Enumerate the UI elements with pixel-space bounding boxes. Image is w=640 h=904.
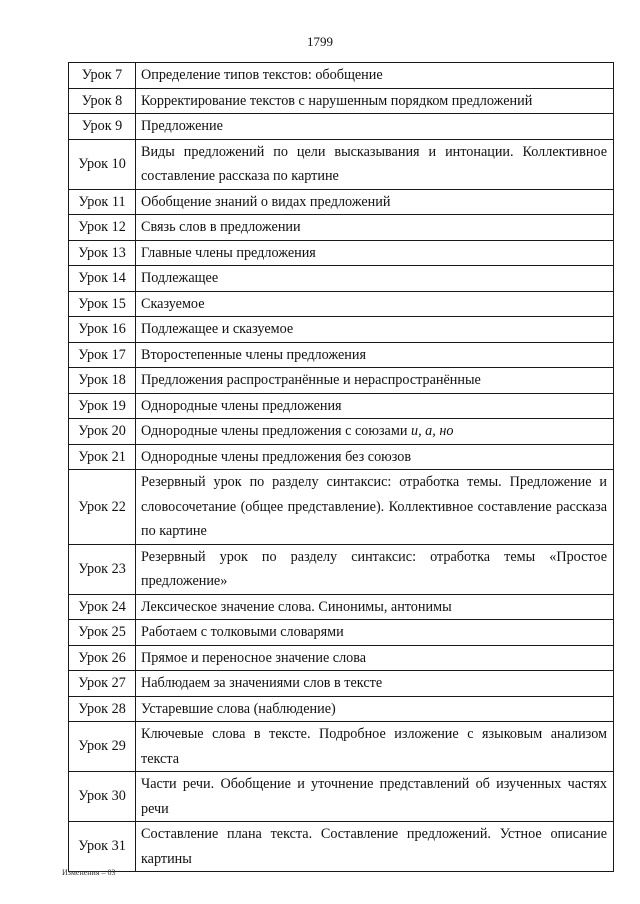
table-row xyxy=(69,88,614,114)
lesson-topic: Главные члены предложения xyxy=(136,240,614,266)
lesson-topic: Связь слов в предложении xyxy=(136,215,614,241)
lesson-topic: Однородные члены предложения без союзов xyxy=(136,444,614,470)
lesson-topic: Резервный урок по разделу синтаксис: отработка темы. Предложение и словосочетание (общее представление). Коллективное составление рассказа по картине xyxy=(136,470,614,545)
table-row xyxy=(69,317,614,343)
lesson-plan-table xyxy=(68,62,614,872)
lesson-topic-italic: и, а, но xyxy=(410,423,454,439)
lesson-number: Урок 9 xyxy=(69,114,136,140)
lesson-number: Урок 12 xyxy=(69,215,136,241)
lesson-number: Урок 19 xyxy=(69,393,136,419)
table-row xyxy=(69,240,614,266)
table-row xyxy=(69,419,614,445)
lesson-number: Урок 21 xyxy=(69,444,136,470)
lesson-topic: Лексическое значение слова. Синонимы, антонимы xyxy=(136,594,614,620)
table-row xyxy=(69,291,614,317)
table-row xyxy=(69,772,614,822)
table-row xyxy=(69,368,614,394)
lesson-number: Урок 30 xyxy=(69,772,136,822)
lesson-topic: Определение типов текстов: обобщение xyxy=(136,63,614,89)
table-row xyxy=(69,544,614,594)
table-row xyxy=(69,671,614,697)
lesson-number: Урок 31 xyxy=(69,822,136,872)
table-row xyxy=(69,189,614,215)
table-row xyxy=(69,822,614,872)
lesson-topic: Корректирование текстов с нарушенным порядком предложений xyxy=(136,88,614,114)
lesson-number: Урок 7 xyxy=(69,63,136,89)
lesson-topic: Устаревшие слова (наблюдение) xyxy=(136,696,614,722)
lesson-number: Урок 17 xyxy=(69,342,136,368)
lesson-number: Урок 8 xyxy=(69,88,136,114)
lesson-number: Урок 25 xyxy=(69,620,136,646)
table-row xyxy=(69,114,614,140)
lesson-number: Урок 27 xyxy=(69,671,136,697)
lesson-topic: Подлежащее xyxy=(136,266,614,292)
table-row xyxy=(69,342,614,368)
lesson-number: Урок 18 xyxy=(69,368,136,394)
table-row xyxy=(69,266,614,292)
footer-revision-note: Изменения – 03 xyxy=(62,868,116,877)
table-row xyxy=(69,696,614,722)
lesson-topic: Второстепенные члены предложения xyxy=(136,342,614,368)
lesson-number: Урок 28 xyxy=(69,696,136,722)
lesson-number: Урок 23 xyxy=(69,544,136,594)
table-row xyxy=(69,444,614,470)
lesson-topic: Прямое и переносное значение слова xyxy=(136,645,614,671)
lesson-number: Урок 10 xyxy=(69,139,136,189)
lesson-number: Урок 11 xyxy=(69,189,136,215)
lesson-number: Урок 14 xyxy=(69,266,136,292)
lesson-number: Урок 26 xyxy=(69,645,136,671)
table-row xyxy=(69,620,614,646)
lesson-number: Урок 16 xyxy=(69,317,136,343)
table-row xyxy=(69,645,614,671)
lesson-number: Урок 20 xyxy=(69,419,136,445)
lesson-topic: Предложения распространённые и нераспространённые xyxy=(136,368,614,394)
table-row xyxy=(69,393,614,419)
lesson-number: Урок 22 xyxy=(69,470,136,545)
lesson-number: Урок 29 xyxy=(69,722,136,772)
lesson-topic: Работаем с толковыми словарями xyxy=(136,620,614,646)
lesson-number: Урок 15 xyxy=(69,291,136,317)
lesson-topic: Виды предложений по цели высказывания и интонации. Коллективное составление рассказа по картине xyxy=(136,139,614,189)
lesson-number: Урок 24 xyxy=(69,594,136,620)
lesson-topic: Подлежащее и сказуемое xyxy=(136,317,614,343)
lesson-topic: Сказуемое xyxy=(136,291,614,317)
lesson-topic: Резервный урок по разделу синтаксис: отработка темы «Простое предложение» xyxy=(136,544,614,594)
table-row xyxy=(69,139,614,189)
lesson-topic: Обобщение знаний о видах предложений xyxy=(136,189,614,215)
lesson-topic xyxy=(136,419,614,445)
lesson-topic: Предложение xyxy=(136,114,614,140)
page-number: 1799 xyxy=(307,34,333,49)
lesson-topic: Части речи. Обобщение и уточнение представлений об изученных частях речи xyxy=(136,772,614,822)
lesson-number: Урок 13 xyxy=(69,240,136,266)
table-row xyxy=(69,722,614,772)
lesson-topic: Составление плана текста. Составление предложений. Устное описание картины xyxy=(136,822,614,872)
lesson-topic: Ключевые слова в тексте. Подробное изложение с языковым анализом текста xyxy=(136,722,614,772)
table-row xyxy=(69,470,614,545)
lesson-topic: Однородные члены предложения xyxy=(136,393,614,419)
lesson-topic-text: Однородные члены предложения с союзами xyxy=(141,423,408,439)
lesson-topic: Наблюдаем за значениями слов в тексте xyxy=(136,671,614,697)
table-row xyxy=(69,215,614,241)
table-row xyxy=(69,594,614,620)
table-row xyxy=(69,63,614,89)
